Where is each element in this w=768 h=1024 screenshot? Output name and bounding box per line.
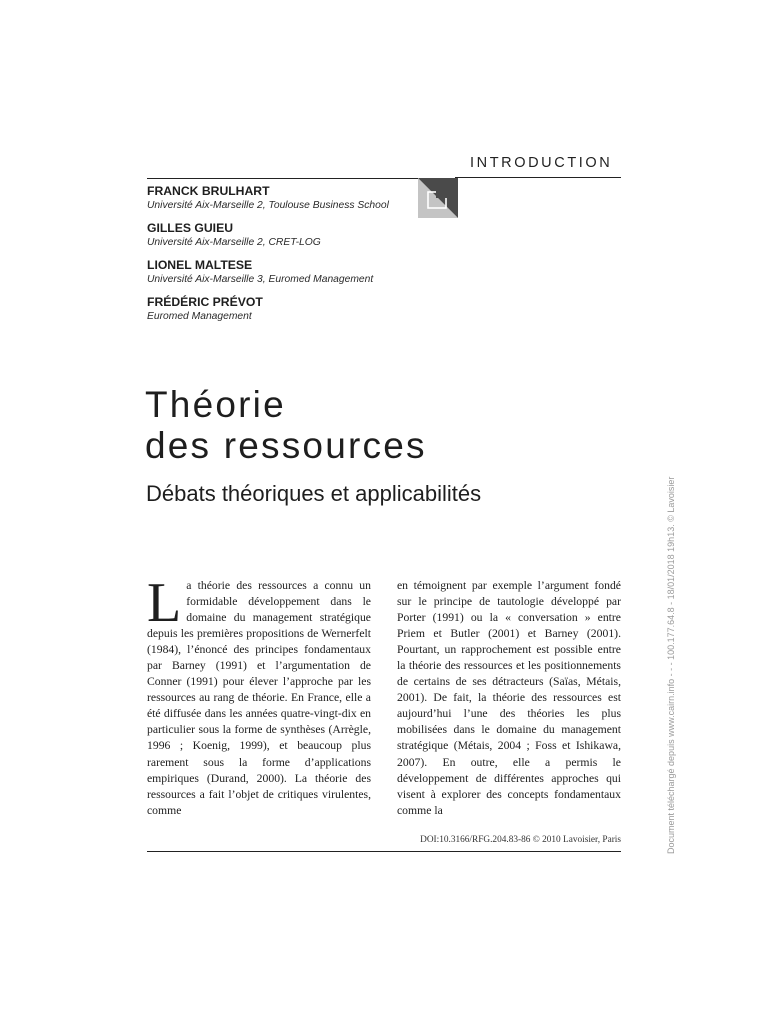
footer-rule — [147, 851, 621, 852]
article-subtitle: Débats théoriques et applicabilités — [146, 481, 482, 506]
author-name: GILLES GUIEU — [147, 221, 233, 235]
author-rule — [147, 178, 419, 179]
author-name: FRÉDÉRIC PRÉVOT — [147, 295, 263, 309]
header-rule — [455, 177, 621, 178]
title-line-1: Théorie — [145, 384, 286, 425]
author-affiliation: Université Aix-Marseille 3, Euromed Management — [147, 274, 374, 285]
body-text-col1: a théorie des ressources a connu un formidable développement dans le domaine du management stratégique depuis les premières propositions de Wernerfelt (1984), l’énoncé des principes fondamentaux par Barney (1991) et l’argumentation de Conner (1991) pour élever l’approche par les ressources au rang de théorie. En France, elle a été diffusée dans les années quatre-vingt-dix en particulier sous la forme de synthèses (Arrègle, 1996 ; Koenig, 1999), et beaucoup plus rarement sous la forme d’applications empiriques (Durand, 2000). La théorie des ressources a fait l’objet de critiques virulentes, comme — [147, 579, 371, 817]
body-text-col2: en témoignent par exemple l’argument fondé sur le principe de tautologie développé par Porter (1991) ou la « conversation » entre Priem et Butler (2001) et Barney (2001). Pourtant, un rapprochement est possible entre la théorie des ressources et les positionnements de certains de ses détracteurs (Saïas, Métais, 2001). De fait, la théorie des ressources est aujourd’hui l’une des théories les plus mobilisées dans le domaine du management stratégique (Métais, 2004 ; Foss et Ishikawa, 2007). En outre, elle a permis le développement de différentes approches qui visent à explorer des concepts fondamentaux comme la — [397, 579, 621, 817]
drop-cap: L — [147, 572, 182, 634]
download-watermark: Document téléchargé depuis www.cairn.info - - - 100.177.64.8 - 18/01/2018 19h13. © Lavoisier — [666, 476, 676, 854]
author-name: LIONEL MALTESE — [147, 258, 253, 272]
author-name: FRANCK BRULHART — [147, 184, 270, 198]
title-line-2: des ressources — [145, 425, 427, 466]
section-label: INTRODUCTION — [470, 155, 613, 171]
author-affiliation: Université Aix-Marseille 2, CRET-LOG — [147, 237, 321, 248]
author-list — [147, 184, 447, 332]
author-affiliation: Université Aix-Marseille 2, Toulouse Business School — [147, 200, 389, 211]
body-column-left — [147, 572, 371, 819]
body-column-right — [397, 578, 621, 819]
author-affiliation: Euromed Management — [147, 311, 252, 322]
article-title — [145, 384, 615, 466]
doi-line: DOI:10.3166/RFG.204.83-86 © 2010 Lavoisier, Paris — [420, 835, 621, 845]
